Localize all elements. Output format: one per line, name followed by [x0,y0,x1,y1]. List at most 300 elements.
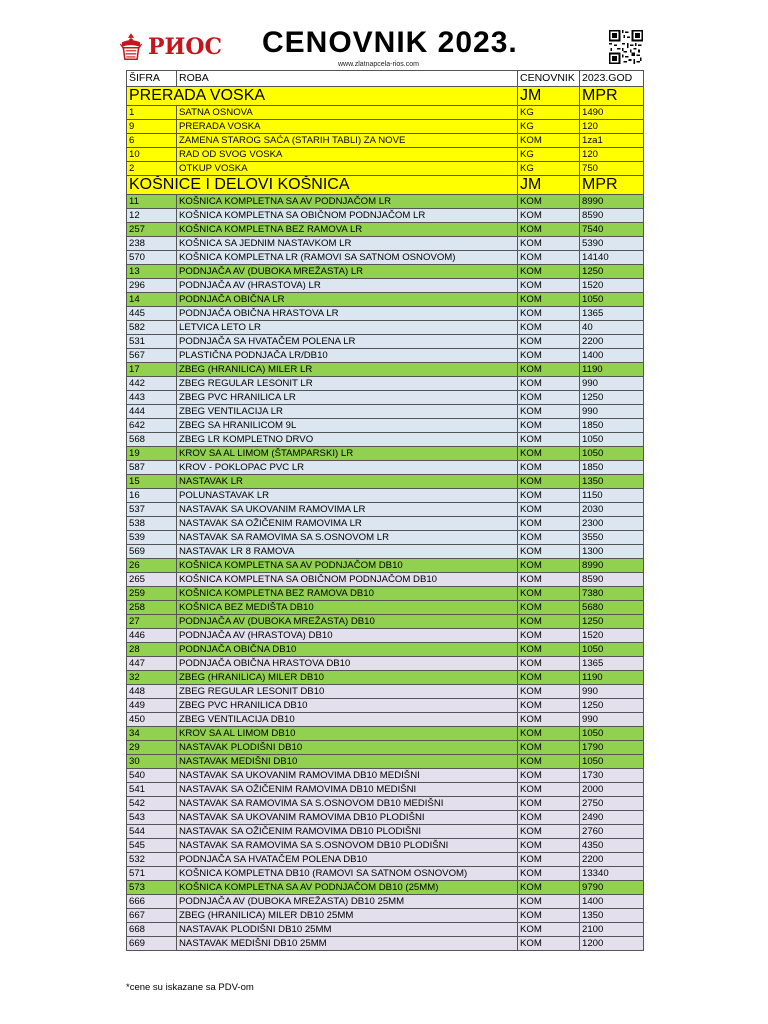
item-price: 2000 [580,783,644,797]
item-price: 1250 [580,699,644,713]
item-price: 1190 [580,671,644,685]
item-price: 1050 [580,755,644,769]
item-code: 666 [127,895,177,909]
item-unit: KOM [518,895,580,909]
qr-code-icon [609,30,643,64]
item-name: PODNJAČA AV (DUBOKA MREŽASTA) LR [177,265,518,279]
item-price: 8590 [580,209,644,223]
item-unit: KOM [518,349,580,363]
item-price: 2200 [580,853,644,867]
table-row [127,195,644,209]
item-price: 8590 [580,573,644,587]
item-unit: KOM [518,447,580,461]
item-unit: KOM [518,321,580,335]
item-name: KOŠNICA BEZ MEDIŠTA DB10 [177,601,518,615]
item-code: 30 [127,755,177,769]
item-code: 12 [127,209,177,223]
item-code: 443 [127,391,177,405]
table-row [127,279,644,293]
item-name: ZBEG PVC HRANILICA LR [177,391,518,405]
item-name: KOŠNICA KOMPLETNA BEZ RAMOVA DB10 [177,587,518,601]
table-row [127,162,644,176]
table-row [127,727,644,741]
item-unit: KOM [518,755,580,769]
item-code: 448 [127,685,177,699]
item-code: 28 [127,643,177,657]
item-name: PODNJAČA AV (HRASTOVA) LR [177,279,518,293]
item-code: 667 [127,909,177,923]
price-list-body [127,71,644,951]
item-code: 258 [127,601,177,615]
item-code: 642 [127,419,177,433]
item-code: 568 [127,433,177,447]
item-name: NASTAVAK SA OŽIČENIM RAMOVIMA DB10 PLODIŠNI [177,825,518,839]
price-list-table [126,70,644,951]
table-row [127,937,644,951]
item-name: NASTAVAK SA OŽIČENIM RAMOVIMA LR [177,517,518,531]
item-unit: KOM [518,853,580,867]
item-name: KOŠNICA SA JEDNIM NASTAVKOM LR [177,237,518,251]
item-price: 1300 [580,545,644,559]
column-header-item: ROBA [177,71,518,87]
item-code: 541 [127,783,177,797]
item-name: KROV SA AL LIMOM (ŠTAMPARSKI) LR [177,447,518,461]
item-name: PODNJAČA OBIČNA LR [177,293,518,307]
item-code: 296 [127,279,177,293]
table-row [127,503,644,517]
item-price: 1190 [580,363,644,377]
item-unit: KOM [518,531,580,545]
section-unit-header: JM [518,87,580,106]
item-price: 14140 [580,251,644,265]
item-name: PODNJAČA OBIČNA HRASTOVA DB10 [177,657,518,671]
item-code: 32 [127,671,177,685]
table-row [127,587,644,601]
item-name: LETVICA LETO LR [177,321,518,335]
section-header-row [127,87,644,106]
table-header-row [127,71,644,87]
item-name: KOŠNICA KOMPLETNA SA AV PODNJAČOM LR [177,195,518,209]
item-price: 2760 [580,825,644,839]
item-price: 990 [580,713,644,727]
item-name: ZBEG VENTILACIJA DB10 [177,713,518,727]
item-code: 2 [127,162,177,176]
item-price: 750 [580,162,644,176]
item-code: 569 [127,545,177,559]
table-row [127,489,644,503]
website-link[interactable]: www.zlatnapcela-rios.com [338,61,419,68]
table-row [127,601,644,615]
item-name: KROV - POKLOPAC PVC LR [177,461,518,475]
item-unit: KOM [518,489,580,503]
table-row [127,713,644,727]
table-row [127,307,644,321]
item-unit: KOM [518,713,580,727]
table-row [127,531,644,545]
item-name: KOŠNICA KOMPLETNA SA AV PODNJAČOM DB10 (25MM) [177,881,518,895]
item-unit: KOM [518,475,580,489]
item-price: 2030 [580,503,644,517]
item-price: 1850 [580,461,644,475]
item-price: 120 [580,120,644,134]
item-price: 1050 [580,293,644,307]
item-code: 257 [127,223,177,237]
item-name: SATNA OSNOVA [177,106,518,120]
table-row [127,405,644,419]
table-row [127,363,644,377]
item-unit: KOM [518,517,580,531]
section-header-row [127,176,644,195]
table-row [127,391,644,405]
item-code: 265 [127,573,177,587]
table-row [127,335,644,349]
item-price: 1150 [580,489,644,503]
column-header-price-list: CENOVNIK [518,71,580,87]
item-code: 1 [127,106,177,120]
item-code: 445 [127,307,177,321]
item-name: PRERADA VOSKA [177,120,518,134]
item-name: ZBEG VENTILACIJA LR [177,405,518,419]
item-code: 238 [127,237,177,251]
table-row [127,867,644,881]
item-name: OTKUP VOSKA [177,162,518,176]
item-code: 544 [127,825,177,839]
item-unit: KOM [518,377,580,391]
table-row [127,895,644,909]
section-title: KOŠNICE I DELOVI KOŠNICA [127,176,518,195]
item-code: 444 [127,405,177,419]
item-name: PODNJAČA AV (DUBOKA MREŽASTA) DB10 [177,615,518,629]
table-row [127,811,644,825]
item-price: 9790 [580,881,644,895]
item-name: PLASTIČNA PODNJAČA LR/DB10 [177,349,518,363]
table-row [127,237,644,251]
item-code: 17 [127,363,177,377]
item-unit: KOM [518,657,580,671]
item-code: 9 [127,120,177,134]
table-row [127,349,644,363]
table-row [127,419,644,433]
table-row [127,293,644,307]
item-name: NASTAVAK PLODIŠNI DB10 [177,741,518,755]
item-code: 446 [127,629,177,643]
item-unit: KOM [518,601,580,615]
item-unit: KOM [518,559,580,573]
item-unit: KOM [518,503,580,517]
item-code: 545 [127,839,177,853]
item-price: 5390 [580,237,644,251]
item-name: ZBEG SA HRANILICOM 9L [177,419,518,433]
item-name: PODNJAČA AV (DUBOKA MREŽASTA) DB10 25MM [177,895,518,909]
table-row [127,643,644,657]
item-unit: KOM [518,433,580,447]
item-unit: KOM [518,545,580,559]
item-name: KOŠNICA KOMPLETNA SA AV PODNJAČOM DB10 [177,559,518,573]
item-name: NASTAVAK LR [177,475,518,489]
item-price: 1350 [580,475,644,489]
item-price: 8990 [580,559,644,573]
item-name: ZBEG (HRANILICA) MILER LR [177,363,518,377]
item-price: 7380 [580,587,644,601]
item-unit: KOM [518,629,580,643]
item-unit: KOM [518,643,580,657]
table-row [127,741,644,755]
table-row [127,223,644,237]
item-name: PODNJAČA AV (HRASTOVA) DB10 [177,629,518,643]
section-title: PRERADA VOSKA [127,87,518,106]
item-price: 3550 [580,531,644,545]
item-price: 1050 [580,447,644,461]
item-unit: KOM [518,825,580,839]
item-code: 532 [127,853,177,867]
item-unit: KOM [518,937,580,951]
table-row [127,657,644,671]
item-unit: KOM [518,265,580,279]
table-row [127,685,644,699]
item-name: ZAMENA STAROG SAĆA (STARIH TABLI) ZA NOVE [177,134,518,148]
item-name: NASTAVAK PLODIŠNI DB10 25MM [177,923,518,937]
table-row [127,433,644,447]
column-header-code: ŠIFRA [127,71,177,87]
item-unit: KOM [518,195,580,209]
item-name: NASTAVAK SA UKOVANIM RAMOVIMA DB10 MEDIŠNI [177,769,518,783]
item-code: 543 [127,811,177,825]
item-code: 447 [127,657,177,671]
item-name: ZBEG (HRANILICA) MILER DB10 25MM [177,909,518,923]
item-unit: KOM [518,391,580,405]
item-unit: KOM [518,685,580,699]
item-unit: KOM [518,573,580,587]
item-price: 1250 [580,615,644,629]
item-price: 8990 [580,195,644,209]
item-code: 13 [127,265,177,279]
item-unit: KOM [518,811,580,825]
item-price: 4350 [580,839,644,853]
item-price: 2300 [580,517,644,531]
item-price: 5680 [580,601,644,615]
item-code: 449 [127,699,177,713]
item-name: KOŠNICA KOMPLETNA BEZ RAMOVA LR [177,223,518,237]
company-logo [118,26,222,68]
item-unit: KOM [518,223,580,237]
item-unit: KOM [518,279,580,293]
table-row [127,783,644,797]
item-name: NASTAVAK MEDIŠNI DB10 [177,755,518,769]
item-code: 540 [127,769,177,783]
item-price: 120 [580,148,644,162]
table-row [127,615,644,629]
item-code: 26 [127,559,177,573]
item-code: 570 [127,251,177,265]
table-row [127,265,644,279]
item-price: 1200 [580,937,644,951]
item-name: NASTAVAK SA UKOVANIM RAMOVIMA DB10 PLODIŠNI [177,811,518,825]
item-code: 539 [127,531,177,545]
item-price: 1520 [580,279,644,293]
table-row [127,209,644,223]
table-row [127,321,644,335]
page-title: CENOVNIK 2023. [262,26,518,59]
item-name: NASTAVAK SA RAMOVIMA SA S.OSNOVOM DB10 MEDIŠNI [177,797,518,811]
item-price: 7540 [580,223,644,237]
item-unit: KOM [518,699,580,713]
item-name: NASTAVAK SA UKOVANIM RAMOVIMA LR [177,503,518,517]
item-name: KROV SA AL LIMOM DB10 [177,727,518,741]
item-code: 573 [127,881,177,895]
item-price: 990 [580,685,644,699]
item-name: ZBEG LR KOMPLETNO DRVO [177,433,518,447]
item-code: 668 [127,923,177,937]
item-price: 1250 [580,391,644,405]
section-price-header: MPR [580,87,644,106]
item-code: 6 [127,134,177,148]
table-row [127,629,644,643]
item-price: 1050 [580,727,644,741]
item-code: 442 [127,377,177,391]
item-price: 1400 [580,895,644,909]
item-code: 16 [127,489,177,503]
table-row [127,923,644,937]
item-unit: KG [518,120,580,134]
item-code: 669 [127,937,177,951]
item-unit: KOM [518,251,580,265]
item-unit: KOM [518,209,580,223]
table-row [127,769,644,783]
table-row [127,545,644,559]
item-price: 13340 [580,867,644,881]
table-row [127,134,644,148]
item-price: 1350 [580,909,644,923]
item-name: POLUNASTAVAK LR [177,489,518,503]
item-name: ZBEG REGULAR LESONIT DB10 [177,685,518,699]
item-price: 1400 [580,349,644,363]
item-name: NASTAVAK LR 8 RAMOVA [177,545,518,559]
item-price: 1490 [580,106,644,120]
item-unit: KOM [518,671,580,685]
item-code: 259 [127,587,177,601]
item-price: 1050 [580,643,644,657]
item-name: NASTAVAK MEDIŠNI DB10 25MM [177,937,518,951]
table-row [127,559,644,573]
item-unit: KG [518,162,580,176]
table-row [127,839,644,853]
table-row [127,797,644,811]
item-price: 1050 [580,433,644,447]
item-name: RAD OD SVOG VOSKA [177,148,518,162]
item-code: 538 [127,517,177,531]
item-code: 14 [127,293,177,307]
table-row [127,671,644,685]
item-code: 10 [127,148,177,162]
item-unit: KG [518,106,580,120]
item-name: ZBEG REGULAR LESONIT LR [177,377,518,391]
section-unit-header: JM [518,176,580,195]
item-code: 542 [127,797,177,811]
item-code: 19 [127,447,177,461]
item-name: PODNJAČA OBIČNA DB10 [177,643,518,657]
table-row [127,251,644,265]
item-price: 2750 [580,797,644,811]
item-name: KOŠNICA KOMPLETNA LR (RAMOVI SA SATNOM OSNOVOM) [177,251,518,265]
table-row [127,755,644,769]
item-code: 567 [127,349,177,363]
item-code: 571 [127,867,177,881]
beehive-crest-icon [118,27,144,67]
table-row [127,517,644,531]
item-unit: KOM [518,587,580,601]
table-row [127,699,644,713]
item-unit: KOM [518,419,580,433]
item-unit: KOM [518,405,580,419]
vat-footnote: *cene su iskazane sa PDV-om [126,982,254,993]
item-unit: KOM [518,783,580,797]
item-price: 1730 [580,769,644,783]
item-unit: KG [518,148,580,162]
item-unit: KOM [518,727,580,741]
item-name: ZBEG (HRANILICA) MILER DB10 [177,671,518,685]
item-unit: KOM [518,741,580,755]
item-code: 450 [127,713,177,727]
item-price: 1za1 [580,134,644,148]
item-unit: KOM [518,615,580,629]
item-name: NASTAVAK SA RAMOVIMA SA S.OSNOVOM DB10 PLODIŠNI [177,839,518,853]
column-header-year: 2023.GOD [580,71,644,87]
item-code: 15 [127,475,177,489]
item-price: 1250 [580,265,644,279]
item-code: 11 [127,195,177,209]
item-name: NASTAVAK SA RAMOVIMA SA S.OSNOVOM LR [177,531,518,545]
table-row [127,377,644,391]
item-name: PODNJAČA SA HVATAČEM POLENA LR [177,335,518,349]
item-code: 582 [127,321,177,335]
item-unit: KOM [518,293,580,307]
table-row [127,120,644,134]
item-name: PODNJAČA OBIČNA HRASTOVA LR [177,307,518,321]
item-price: 2200 [580,335,644,349]
item-unit: KOM [518,769,580,783]
table-row [127,573,644,587]
table-row [127,148,644,162]
section-price-header: MPR [580,176,644,195]
item-unit: KOM [518,237,580,251]
item-price: 990 [580,405,644,419]
item-unit: KOM [518,923,580,937]
item-price: 990 [580,377,644,391]
item-code: 531 [127,335,177,349]
item-unit: KOM [518,797,580,811]
item-unit: KOM [518,867,580,881]
table-row [127,461,644,475]
item-code: 587 [127,461,177,475]
item-unit: KOM [518,134,580,148]
item-price: 1790 [580,741,644,755]
item-price: 1365 [580,307,644,321]
item-code: 537 [127,503,177,517]
item-code: 34 [127,727,177,741]
table-row [127,881,644,895]
item-price: 2490 [580,811,644,825]
item-code: 29 [127,741,177,755]
item-price: 1850 [580,419,644,433]
table-row [127,475,644,489]
item-unit: KOM [518,363,580,377]
item-name: KOŠNICA KOMPLETNA SA OBIČNOM PODNJAČOM DB10 [177,573,518,587]
item-name: ZBEG PVC HRANILICA DB10 [177,699,518,713]
table-row [127,909,644,923]
item-price: 1520 [580,629,644,643]
item-unit: KOM [518,335,580,349]
item-price: 2100 [580,923,644,937]
